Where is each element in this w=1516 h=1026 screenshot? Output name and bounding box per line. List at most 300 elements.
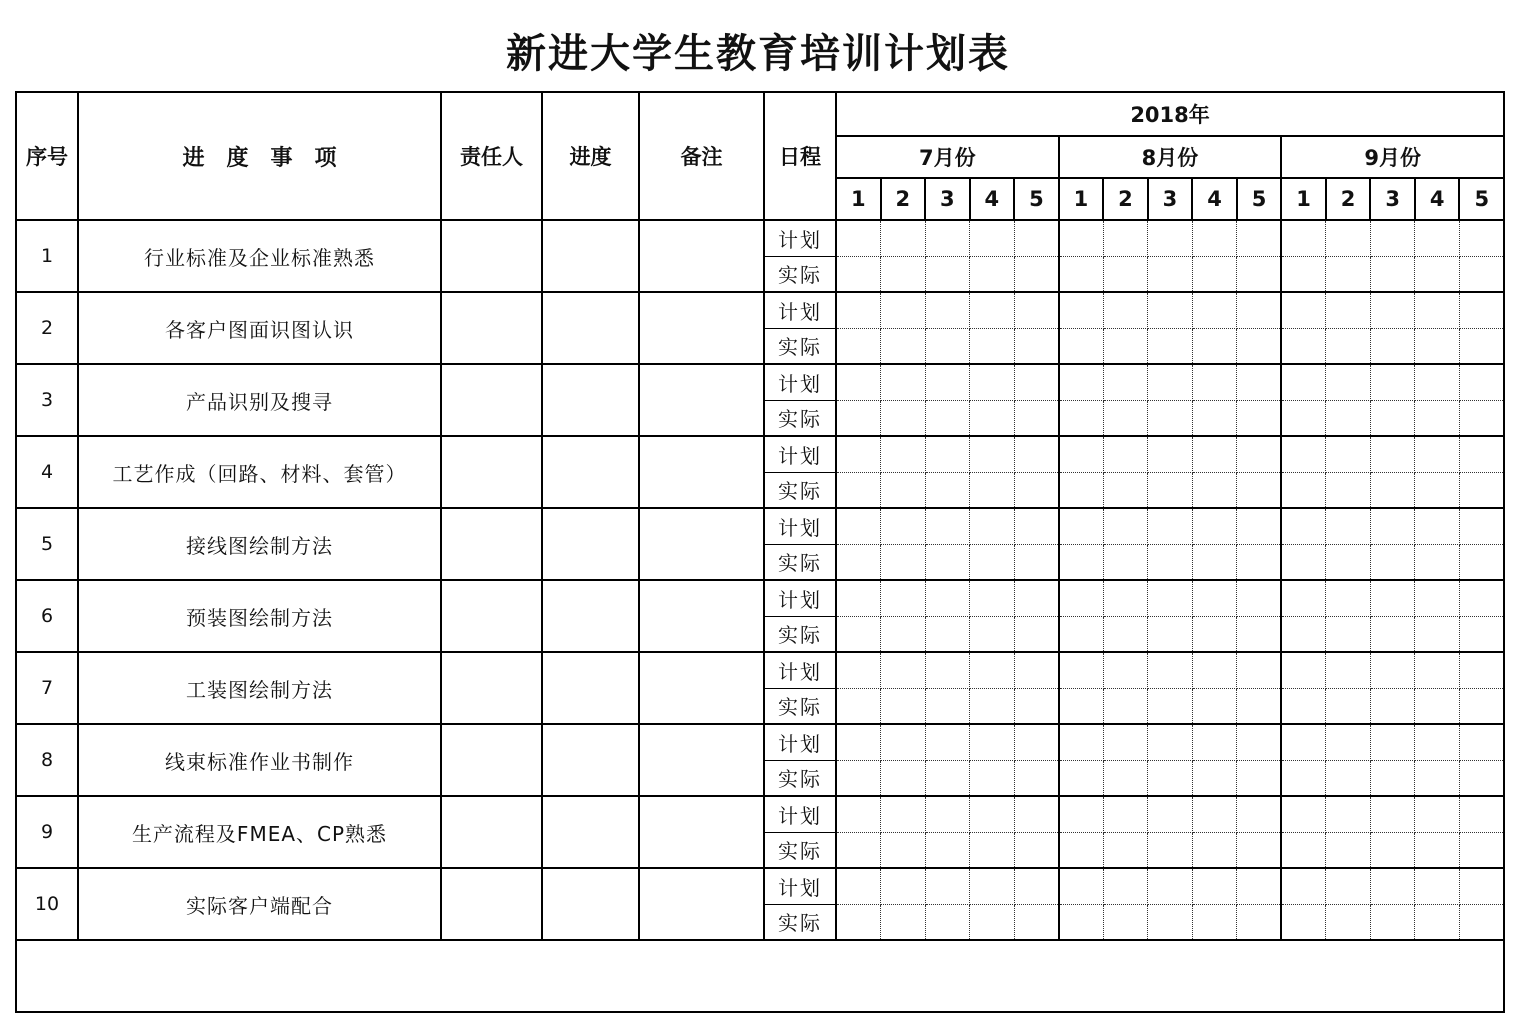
plan-cell bbox=[1237, 868, 1282, 904]
actual-cell bbox=[881, 256, 926, 292]
header-week: 3 bbox=[1148, 178, 1193, 220]
actual-cell bbox=[1014, 616, 1059, 652]
header-progress: 进度 bbox=[542, 92, 639, 220]
actual-cell bbox=[1103, 544, 1148, 580]
schedule-actual-label: 实际 bbox=[764, 616, 836, 652]
plan-cell bbox=[1415, 868, 1460, 904]
plan-cell bbox=[1059, 580, 1104, 616]
actual-cell bbox=[1281, 328, 1326, 364]
plan-cell bbox=[1370, 220, 1415, 256]
actual-cell bbox=[1370, 760, 1415, 796]
plan-cell bbox=[1370, 580, 1415, 616]
actual-cell bbox=[1459, 904, 1504, 940]
plan-cell bbox=[836, 292, 881, 328]
schedule-plan-label: 计划 bbox=[764, 652, 836, 688]
header-week: 2 bbox=[881, 178, 926, 220]
plan-cell bbox=[1192, 580, 1237, 616]
row-remark bbox=[639, 724, 764, 796]
plan-cell bbox=[925, 508, 970, 544]
actual-cell bbox=[1014, 472, 1059, 508]
row-progress bbox=[542, 220, 639, 292]
actual-cell bbox=[970, 832, 1015, 868]
plan-cell bbox=[1237, 652, 1282, 688]
page-title: 新进大学生教育培训计划表 bbox=[506, 30, 1010, 77]
plan-cell bbox=[970, 292, 1015, 328]
actual-cell bbox=[1059, 904, 1104, 940]
actual-cell bbox=[1014, 256, 1059, 292]
plan-cell bbox=[1415, 508, 1460, 544]
plan-cell bbox=[1014, 436, 1059, 472]
actual-cell bbox=[1014, 544, 1059, 580]
plan-cell bbox=[970, 220, 1015, 256]
actual-cell bbox=[1237, 400, 1282, 436]
actual-cell bbox=[1281, 760, 1326, 796]
plan-cell bbox=[1014, 652, 1059, 688]
actual-cell bbox=[1415, 544, 1460, 580]
header-remark: 备注 bbox=[639, 92, 764, 220]
plan-cell bbox=[970, 652, 1015, 688]
actual-cell bbox=[1326, 256, 1371, 292]
row-seq: 7 bbox=[16, 652, 78, 724]
plan-cell bbox=[1459, 436, 1504, 472]
actual-cell bbox=[1415, 904, 1460, 940]
header-week: 1 bbox=[1281, 178, 1326, 220]
actual-cell bbox=[1014, 400, 1059, 436]
plan-cell bbox=[836, 220, 881, 256]
plan-cell bbox=[1237, 724, 1282, 760]
actual-cell bbox=[1237, 328, 1282, 364]
actual-cell bbox=[836, 544, 881, 580]
actual-cell bbox=[1370, 400, 1415, 436]
plan-cell bbox=[970, 364, 1015, 400]
schedule-plan-label: 计划 bbox=[764, 796, 836, 832]
actual-cell bbox=[1281, 472, 1326, 508]
plan-cell bbox=[1059, 220, 1104, 256]
plan-cell bbox=[1281, 652, 1326, 688]
plan-cell bbox=[1103, 796, 1148, 832]
plan-cell bbox=[1148, 580, 1193, 616]
row-seq: 2 bbox=[16, 292, 78, 364]
plan-cell bbox=[1014, 724, 1059, 760]
actual-cell bbox=[970, 400, 1015, 436]
actual-cell bbox=[1059, 832, 1104, 868]
plan-cell bbox=[925, 580, 970, 616]
schedule-plan-label: 计划 bbox=[764, 292, 836, 328]
plan-cell bbox=[1415, 292, 1460, 328]
actual-cell bbox=[1370, 616, 1415, 652]
actual-cell bbox=[1059, 688, 1104, 724]
plan-cell bbox=[1281, 868, 1326, 904]
row-owner bbox=[441, 292, 542, 364]
row-item: 预装图绘制方法 bbox=[78, 580, 441, 652]
actual-cell bbox=[1148, 760, 1193, 796]
actual-cell bbox=[881, 904, 926, 940]
plan-cell bbox=[836, 724, 881, 760]
actual-cell bbox=[1326, 832, 1371, 868]
actual-cell bbox=[1192, 328, 1237, 364]
plan-cell bbox=[1370, 292, 1415, 328]
plan-cell bbox=[1459, 292, 1504, 328]
plan-cell bbox=[1103, 220, 1148, 256]
actual-cell bbox=[970, 544, 1015, 580]
actual-cell bbox=[1103, 328, 1148, 364]
actual-cell bbox=[881, 472, 926, 508]
actual-cell bbox=[1014, 904, 1059, 940]
actual-cell bbox=[925, 472, 970, 508]
row-item: 产品识别及搜寻 bbox=[78, 364, 441, 436]
plan-cell bbox=[1192, 220, 1237, 256]
plan-cell bbox=[1103, 580, 1148, 616]
plan-cell bbox=[1192, 868, 1237, 904]
plan-cell bbox=[1281, 796, 1326, 832]
actual-cell bbox=[925, 400, 970, 436]
actual-cell bbox=[1148, 328, 1193, 364]
row-item: 行业标准及企业标准熟悉 bbox=[78, 220, 441, 292]
plan-cell bbox=[1326, 724, 1371, 760]
plan-cell bbox=[881, 796, 926, 832]
actual-cell bbox=[1459, 400, 1504, 436]
actual-cell bbox=[1237, 256, 1282, 292]
actual-cell bbox=[925, 832, 970, 868]
header-week: 3 bbox=[1370, 178, 1415, 220]
plan-cell bbox=[1326, 868, 1371, 904]
actual-cell bbox=[1415, 472, 1460, 508]
plan-cell bbox=[1459, 724, 1504, 760]
row-remark bbox=[639, 796, 764, 868]
header-item: 进 度 事 项 bbox=[78, 92, 441, 220]
plan-cell bbox=[1370, 508, 1415, 544]
row-remark bbox=[639, 508, 764, 580]
schedule-actual-label: 实际 bbox=[764, 328, 836, 364]
actual-cell bbox=[1415, 328, 1460, 364]
actual-cell bbox=[1237, 760, 1282, 796]
schedule-plan-label: 计划 bbox=[764, 364, 836, 400]
plan-cell bbox=[1059, 508, 1104, 544]
schedule-actual-label: 实际 bbox=[764, 544, 836, 580]
actual-cell bbox=[970, 904, 1015, 940]
plan-cell bbox=[1459, 364, 1504, 400]
schedule-plan-label: 计划 bbox=[764, 508, 836, 544]
plan-cell bbox=[1281, 508, 1326, 544]
actual-cell bbox=[1459, 616, 1504, 652]
actual-cell bbox=[881, 616, 926, 652]
actual-cell bbox=[836, 688, 881, 724]
plan-cell bbox=[1014, 508, 1059, 544]
actual-cell bbox=[881, 760, 926, 796]
plan-cell bbox=[1370, 796, 1415, 832]
actual-cell bbox=[1415, 616, 1460, 652]
actual-cell bbox=[1326, 472, 1371, 508]
plan-cell bbox=[1459, 652, 1504, 688]
actual-cell bbox=[1370, 904, 1415, 940]
plan-cell bbox=[1459, 508, 1504, 544]
actual-cell bbox=[970, 328, 1015, 364]
actual-cell bbox=[836, 616, 881, 652]
plan-cell bbox=[970, 868, 1015, 904]
schedule-actual-label: 实际 bbox=[764, 256, 836, 292]
actual-cell bbox=[1370, 256, 1415, 292]
plan-cell bbox=[1370, 652, 1415, 688]
row-progress bbox=[542, 364, 639, 436]
header-month: 9月份 bbox=[1281, 136, 1504, 178]
plan-cell bbox=[1192, 292, 1237, 328]
footer-blank-row bbox=[16, 940, 1504, 1012]
plan-cell bbox=[1103, 292, 1148, 328]
schedule-plan-label: 计划 bbox=[764, 220, 836, 256]
row-item: 生产流程及FMEA、CP熟悉 bbox=[78, 796, 441, 868]
plan-cell bbox=[1237, 508, 1282, 544]
actual-cell bbox=[1326, 328, 1371, 364]
actual-cell bbox=[1192, 256, 1237, 292]
plan-cell bbox=[1103, 724, 1148, 760]
plan-cell bbox=[1237, 364, 1282, 400]
plan-cell bbox=[970, 508, 1015, 544]
plan-cell bbox=[1014, 220, 1059, 256]
plan-cell bbox=[1459, 580, 1504, 616]
actual-cell bbox=[1192, 472, 1237, 508]
row-progress bbox=[542, 580, 639, 652]
plan-cell bbox=[1148, 724, 1193, 760]
plan-cell bbox=[1192, 436, 1237, 472]
plan-cell bbox=[970, 796, 1015, 832]
actual-cell bbox=[1326, 760, 1371, 796]
actual-cell bbox=[1059, 256, 1104, 292]
actual-cell bbox=[1059, 472, 1104, 508]
plan-cell bbox=[1326, 652, 1371, 688]
plan-cell bbox=[1059, 724, 1104, 760]
plan-cell bbox=[1326, 796, 1371, 832]
actual-cell bbox=[1326, 904, 1371, 940]
actual-cell bbox=[1192, 832, 1237, 868]
actual-cell bbox=[925, 328, 970, 364]
actual-cell bbox=[1237, 472, 1282, 508]
plan-cell bbox=[970, 436, 1015, 472]
header-week: 1 bbox=[1059, 178, 1104, 220]
plan-cell bbox=[1459, 796, 1504, 832]
row-seq: 6 bbox=[16, 580, 78, 652]
plan-cell bbox=[1237, 580, 1282, 616]
actual-cell bbox=[1281, 256, 1326, 292]
actual-cell bbox=[1415, 832, 1460, 868]
actual-cell bbox=[925, 760, 970, 796]
actual-cell bbox=[836, 760, 881, 796]
actual-cell bbox=[970, 256, 1015, 292]
plan-cell bbox=[1370, 364, 1415, 400]
header-schedule: 日程 bbox=[764, 92, 836, 220]
actual-cell bbox=[1014, 328, 1059, 364]
header-week: 5 bbox=[1237, 178, 1282, 220]
actual-cell bbox=[1059, 616, 1104, 652]
plan-cell bbox=[1059, 652, 1104, 688]
plan-cell bbox=[881, 724, 926, 760]
actual-cell bbox=[1459, 472, 1504, 508]
plan-cell bbox=[925, 724, 970, 760]
row-progress bbox=[542, 652, 639, 724]
actual-cell bbox=[1192, 760, 1237, 796]
schedule-actual-label: 实际 bbox=[764, 760, 836, 796]
actual-cell bbox=[1059, 760, 1104, 796]
plan-cell bbox=[1192, 508, 1237, 544]
plan-cell bbox=[1014, 364, 1059, 400]
plan-cell bbox=[881, 580, 926, 616]
actual-cell bbox=[1459, 688, 1504, 724]
plan-cell bbox=[836, 436, 881, 472]
actual-cell bbox=[1014, 832, 1059, 868]
schedule-actual-label: 实际 bbox=[764, 832, 836, 868]
actual-cell bbox=[1237, 832, 1282, 868]
actual-cell bbox=[836, 400, 881, 436]
actual-cell bbox=[925, 688, 970, 724]
actual-cell bbox=[1103, 400, 1148, 436]
row-owner bbox=[441, 796, 542, 868]
plan-cell bbox=[1281, 436, 1326, 472]
actual-cell bbox=[1370, 688, 1415, 724]
row-remark bbox=[639, 436, 764, 508]
row-progress bbox=[542, 436, 639, 508]
actual-cell bbox=[1326, 544, 1371, 580]
actual-cell bbox=[881, 832, 926, 868]
actual-cell bbox=[836, 256, 881, 292]
actual-cell bbox=[1326, 616, 1371, 652]
plan-cell bbox=[836, 868, 881, 904]
plan-cell bbox=[836, 508, 881, 544]
plan-cell bbox=[1103, 364, 1148, 400]
plan-cell bbox=[881, 364, 926, 400]
plan-cell bbox=[925, 796, 970, 832]
row-owner bbox=[441, 508, 542, 580]
row-progress bbox=[542, 292, 639, 364]
row-owner bbox=[441, 868, 542, 940]
actual-cell bbox=[836, 832, 881, 868]
actual-cell bbox=[1148, 904, 1193, 940]
row-item: 各客户图面识图认识 bbox=[78, 292, 441, 364]
header-month: 8月份 bbox=[1059, 136, 1282, 178]
plan-cell bbox=[1148, 220, 1193, 256]
plan-cell bbox=[1148, 364, 1193, 400]
actual-cell bbox=[970, 688, 1015, 724]
row-owner bbox=[441, 220, 542, 292]
row-seq: 8 bbox=[16, 724, 78, 796]
header-week: 1 bbox=[836, 178, 881, 220]
actual-cell bbox=[836, 472, 881, 508]
plan-cell bbox=[1148, 508, 1193, 544]
plan-cell bbox=[925, 436, 970, 472]
actual-cell bbox=[836, 904, 881, 940]
actual-cell bbox=[1281, 544, 1326, 580]
actual-cell bbox=[1192, 904, 1237, 940]
actual-cell bbox=[881, 688, 926, 724]
plan-cell bbox=[1103, 868, 1148, 904]
plan-cell bbox=[1148, 652, 1193, 688]
row-remark bbox=[639, 868, 764, 940]
plan-cell bbox=[1192, 796, 1237, 832]
actual-cell bbox=[970, 472, 1015, 508]
actual-cell bbox=[925, 616, 970, 652]
plan-cell bbox=[1059, 436, 1104, 472]
plan-cell bbox=[1148, 868, 1193, 904]
actual-cell bbox=[925, 256, 970, 292]
plan-cell bbox=[970, 724, 1015, 760]
plan-cell bbox=[1237, 292, 1282, 328]
plan-cell bbox=[1415, 796, 1460, 832]
plan-cell bbox=[836, 796, 881, 832]
row-seq: 10 bbox=[16, 868, 78, 940]
plan-cell bbox=[1326, 364, 1371, 400]
plan-cell bbox=[925, 220, 970, 256]
plan-cell bbox=[1014, 868, 1059, 904]
schedule-actual-label: 实际 bbox=[764, 688, 836, 724]
header-week: 4 bbox=[970, 178, 1015, 220]
actual-cell bbox=[1192, 688, 1237, 724]
actual-cell bbox=[1281, 832, 1326, 868]
header-week: 3 bbox=[925, 178, 970, 220]
plan-cell bbox=[1237, 220, 1282, 256]
plan-cell bbox=[1326, 436, 1371, 472]
header-week: 2 bbox=[1103, 178, 1148, 220]
actual-cell bbox=[1237, 544, 1282, 580]
row-seq: 5 bbox=[16, 508, 78, 580]
actual-cell bbox=[1415, 256, 1460, 292]
actual-cell bbox=[1148, 688, 1193, 724]
actual-cell bbox=[1192, 616, 1237, 652]
plan-cell bbox=[970, 580, 1015, 616]
actual-cell bbox=[1237, 904, 1282, 940]
plan-cell bbox=[1326, 580, 1371, 616]
row-owner bbox=[441, 724, 542, 796]
plan-cell bbox=[1281, 364, 1326, 400]
schedule-plan-label: 计划 bbox=[764, 580, 836, 616]
plan-cell bbox=[881, 652, 926, 688]
plan-cell bbox=[836, 580, 881, 616]
actual-cell bbox=[1370, 544, 1415, 580]
actual-cell bbox=[1103, 688, 1148, 724]
plan-cell bbox=[1014, 292, 1059, 328]
actual-cell bbox=[1459, 760, 1504, 796]
actual-cell bbox=[1148, 400, 1193, 436]
plan-cell bbox=[881, 220, 926, 256]
plan-cell bbox=[1237, 436, 1282, 472]
actual-cell bbox=[1415, 400, 1460, 436]
plan-cell bbox=[836, 652, 881, 688]
row-seq: 3 bbox=[16, 364, 78, 436]
actual-cell bbox=[1148, 832, 1193, 868]
schedule-actual-label: 实际 bbox=[764, 472, 836, 508]
plan-cell bbox=[1370, 724, 1415, 760]
plan-cell bbox=[925, 652, 970, 688]
actual-cell bbox=[1148, 616, 1193, 652]
schedule-plan-label: 计划 bbox=[764, 436, 836, 472]
header-week: 4 bbox=[1415, 178, 1460, 220]
row-remark bbox=[639, 580, 764, 652]
actual-cell bbox=[1103, 616, 1148, 652]
actual-cell bbox=[1014, 688, 1059, 724]
schedule-actual-label: 实际 bbox=[764, 400, 836, 436]
actual-cell bbox=[1014, 760, 1059, 796]
actual-cell bbox=[1059, 400, 1104, 436]
actual-cell bbox=[1192, 544, 1237, 580]
actual-cell bbox=[1459, 328, 1504, 364]
plan-cell bbox=[1059, 364, 1104, 400]
plan-cell bbox=[1237, 796, 1282, 832]
plan-cell bbox=[1059, 868, 1104, 904]
actual-cell bbox=[1103, 832, 1148, 868]
plan-cell bbox=[881, 508, 926, 544]
row-item: 线束标准作业书制作 bbox=[78, 724, 441, 796]
actual-cell bbox=[1326, 688, 1371, 724]
plan-cell bbox=[1415, 580, 1460, 616]
training-plan-table bbox=[15, 91, 1505, 1013]
actual-cell bbox=[881, 400, 926, 436]
